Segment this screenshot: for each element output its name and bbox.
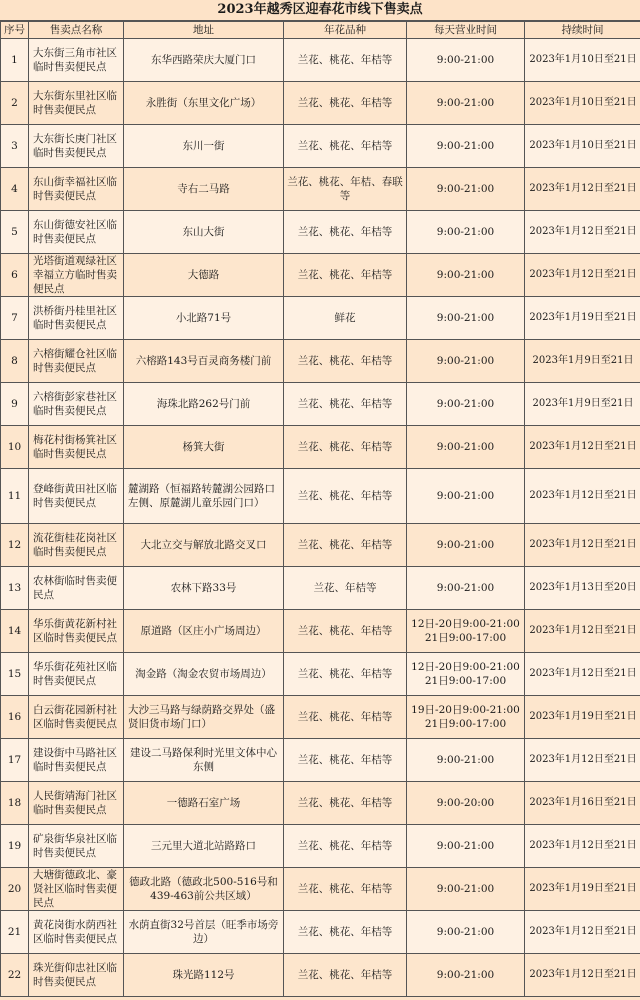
cell-hours (407, 383, 525, 426)
cell-no: 4 (1, 168, 29, 211)
cell-variety: 兰花、桃花、年桔等 (284, 739, 407, 782)
cell-address: 六榕路143号百灵商务楼门前 (124, 340, 284, 383)
cell-address: 寺右二马路 (124, 168, 284, 211)
hours-line: 21日9:00-17:00 (424, 675, 507, 687)
cell-no: 20 (1, 868, 29, 911)
cell-hours (407, 125, 525, 168)
cell-no: 18 (1, 782, 29, 825)
cell-name: 六榕街耀仓社区临时售卖便民点 (29, 340, 124, 383)
cell-variety: 兰花、桃花、年桔等 (284, 383, 407, 426)
cell-variety: 兰花、桃花、年桔等 (284, 125, 407, 168)
table-row (1, 954, 640, 997)
cell-no: 19 (1, 825, 29, 868)
cell-address: 东山大街 (124, 211, 284, 254)
header-variety: 年花品种 (284, 22, 407, 39)
cell-hours (407, 868, 525, 911)
cell-hours (407, 82, 525, 125)
hours-line: 9:00-21:00 (436, 312, 495, 324)
cell-no: 8 (1, 340, 29, 383)
cell-variety: 兰花、桃花、年桔等 (284, 39, 407, 82)
header-name: 售卖点名称 (29, 22, 124, 39)
table-row (1, 469, 640, 524)
hours-line: 9:00-21:00 (436, 840, 495, 852)
table-row (1, 383, 640, 426)
cell-hours (407, 567, 525, 610)
hours-line: 9:00-21:00 (436, 490, 495, 502)
cell-name: 黄花岗街水荫西社区临时售卖便民点 (29, 911, 124, 954)
header-hours: 每天营业时间 (407, 22, 525, 39)
cell-hours (407, 739, 525, 782)
cell-duration: 2023年1月19日至21日 (525, 868, 640, 911)
cell-name: 农林街临时售卖便民点 (29, 567, 124, 610)
cell-hours (407, 426, 525, 469)
cell-variety: 兰花、桃花、年桔等 (284, 469, 407, 524)
cell-hours (407, 168, 525, 211)
cell-no: 5 (1, 211, 29, 254)
cell-name: 华乐街黄花新村社区临时售卖便民点 (29, 610, 124, 653)
cell-address: 麓湖路（恒福路转麓湖公园路口左侧、原麓湖儿童乐园门口） (124, 469, 284, 524)
cell-hours (407, 469, 525, 524)
cell-no: 21 (1, 911, 29, 954)
cell-name: 大东街三角市社区临时售卖便民点 (29, 39, 124, 82)
cell-duration: 2023年1月16日至21日 (525, 782, 640, 825)
cell-variety: 兰花、桃花、年桔等 (284, 696, 407, 739)
cell-no: 1 (1, 39, 29, 82)
cell-name: 流花街桂花岗社区临时售卖便民点 (29, 524, 124, 567)
table-row (1, 610, 640, 653)
hours-line: 9:00-21:00 (436, 926, 495, 938)
cell-no: 12 (1, 524, 29, 567)
cell-variety: 鲜花 (284, 297, 407, 340)
header-address: 地址 (124, 22, 284, 39)
cell-duration: 2023年1月12日至21日 (525, 524, 640, 567)
cell-name: 白云街花园新村社区临时售卖便民点 (29, 696, 124, 739)
cell-address: 东川一街 (124, 125, 284, 168)
cell-no: 3 (1, 125, 29, 168)
cell-address: 小北路71号 (124, 297, 284, 340)
cell-duration: 2023年1月12日至21日 (525, 911, 640, 954)
cell-no: 10 (1, 426, 29, 469)
cell-address: 大北立交与解放北路交叉口 (124, 524, 284, 567)
cell-duration: 2023年1月12日至21日 (525, 168, 640, 211)
hours-line: 9:00-21:00 (436, 355, 495, 367)
cell-address: 三元里大道北站路路口 (124, 825, 284, 868)
cell-duration: 2023年1月9日至21日 (525, 383, 640, 426)
cell-name: 洪桥街丹桂里社区临时售卖便民点 (29, 297, 124, 340)
cell-hours (407, 954, 525, 997)
cell-hours (407, 211, 525, 254)
table-row (1, 739, 640, 782)
hours-line: 21日9:00-17:00 (424, 718, 507, 730)
cell-name: 光塔街道观绿社区幸福立方临时售卖便民点 (29, 254, 124, 297)
table-row (1, 567, 640, 610)
table-row (1, 39, 640, 82)
hours-line: 9:00-21:00 (436, 183, 495, 195)
table-row (1, 125, 640, 168)
cell-variety: 兰花、桃花、年桔等 (284, 524, 407, 567)
hours-line: 9:00-21:00 (436, 754, 495, 766)
cell-address: 杨箕大街 (124, 426, 284, 469)
cell-variety: 兰花、桃花、年桔等 (284, 254, 407, 297)
cell-hours (407, 653, 525, 696)
hours-line: 9:00-21:00 (436, 539, 495, 551)
cell-no: 15 (1, 653, 29, 696)
cell-variety: 兰花、年桔等 (284, 567, 407, 610)
cell-address: 一德路石室广场 (124, 782, 284, 825)
hours-line: 9:00-21:00 (436, 97, 495, 109)
cell-no: 11 (1, 469, 29, 524)
hours-line: 9:00-21:00 (436, 54, 495, 66)
hours-line: 9:00-21:00 (436, 969, 495, 981)
cell-address: 德政北路（德政北500-516号和439-463前公共区域） (124, 868, 284, 911)
table-row (1, 911, 640, 954)
cell-duration: 2023年1月10日至21日 (525, 39, 640, 82)
cell-name: 大东街长庚门社区临时售卖便民点 (29, 125, 124, 168)
cell-name: 大东街东里社区临时售卖便民点 (29, 82, 124, 125)
cell-duration: 2023年1月12日至21日 (525, 469, 640, 524)
table-row (1, 426, 640, 469)
table-row (1, 297, 640, 340)
hours-line: 9:00-20:00 (436, 797, 495, 809)
hours-line: 9:00-21:00 (436, 441, 495, 453)
table-row (1, 868, 640, 911)
cell-address: 水荫直街32号首层（旺季市场旁边） (124, 911, 284, 954)
cell-variety: 兰花、桃花、年桔等 (284, 782, 407, 825)
cell-name: 珠光街仰忠社区临时售卖便民点 (29, 954, 124, 997)
cell-name: 华乐街花苑社区临时售卖便民点 (29, 653, 124, 696)
cell-duration: 2023年1月12日至21日 (525, 653, 640, 696)
cell-no: 16 (1, 696, 29, 739)
hours-line: 9:00-21:00 (436, 269, 495, 281)
header-no: 序号 (1, 22, 29, 39)
cell-variety: 兰花、桃花、年桔等 (284, 340, 407, 383)
table-row (1, 653, 640, 696)
cell-hours (407, 340, 525, 383)
cell-variety: 兰花、桃花、年桔、春联等 (284, 168, 407, 211)
hours-line: 9:00-21:00 (436, 883, 495, 895)
cell-no: 7 (1, 297, 29, 340)
cell-duration: 2023年1月19日至21日 (525, 297, 640, 340)
table-row (1, 211, 640, 254)
cell-address: 珠光路112号 (124, 954, 284, 997)
cell-hours (407, 524, 525, 567)
hours-line: 12日-20日9:00-21:00 (411, 618, 520, 630)
cell-hours (407, 610, 525, 653)
cell-duration: 2023年1月10日至21日 (525, 82, 640, 125)
cell-name: 登峰街黄田社区临时售卖便民点 (29, 469, 124, 524)
cell-variety: 兰花、桃花、年桔等 (284, 211, 407, 254)
table-row (1, 340, 640, 383)
cell-variety: 兰花、桃花、年桔等 (284, 82, 407, 125)
cell-name: 东山街幸福社区临时售卖便民点 (29, 168, 124, 211)
cell-duration: 2023年1月10日至21日 (525, 125, 640, 168)
cell-duration: 2023年1月12日至21日 (525, 610, 640, 653)
cell-hours (407, 911, 525, 954)
table-row (1, 782, 640, 825)
cell-duration: 2023年1月12日至21日 (525, 739, 640, 782)
cell-duration: 2023年1月12日至21日 (525, 954, 640, 997)
cell-duration: 2023年1月19日至21日 (525, 696, 640, 739)
table-row (1, 524, 640, 567)
cell-duration: 2023年1月12日至21日 (525, 211, 640, 254)
cell-address: 建设二马路保利时光里文体中心东侧 (124, 739, 284, 782)
cell-variety: 兰花、桃花、年桔等 (284, 610, 407, 653)
cell-duration: 2023年1月12日至21日 (525, 426, 640, 469)
table-row (1, 168, 640, 211)
table-row (1, 825, 640, 868)
header-duration: 持续时间 (525, 22, 640, 39)
cell-name: 梅花村街杨箕社区临时售卖便民点 (29, 426, 124, 469)
cell-address: 东华西路荣庆大厦门口 (124, 39, 284, 82)
cell-name: 东山街德安社区临时售卖便民点 (29, 211, 124, 254)
cell-no: 6 (1, 254, 29, 297)
cell-name: 人民街靖海门社区临时售卖便民点 (29, 782, 124, 825)
table-row (1, 82, 640, 125)
table-row (1, 696, 640, 739)
cell-duration: 2023年1月12日至21日 (525, 825, 640, 868)
cell-hours (407, 254, 525, 297)
cell-no: 9 (1, 383, 29, 426)
sheet-title: 2023年越秀区迎春花市线下售卖点 (0, 0, 640, 21)
cell-address: 大德路 (124, 254, 284, 297)
cell-hours (407, 696, 525, 739)
cell-address: 农林下路33号 (124, 567, 284, 610)
cell-duration: 2023年1月9日至21日 (525, 340, 640, 383)
header-row (1, 22, 640, 39)
cell-name: 大塘街德政北、豪贤社区临时售卖便民点 (29, 868, 124, 911)
cell-name: 建设街中马路社区临时售卖便民点 (29, 739, 124, 782)
hours-line: 19日-20日9:00-21:00 (411, 704, 520, 716)
cell-variety: 兰花、桃花、年桔等 (284, 911, 407, 954)
cell-variety: 兰花、桃花、年桔等 (284, 868, 407, 911)
cell-variety: 兰花、桃花、年桔等 (284, 825, 407, 868)
hours-line: 12日-20日9:00-21:00 (411, 661, 520, 673)
cell-variety: 兰花、桃花、年桔等 (284, 954, 407, 997)
cell-duration: 2023年1月13日至20日 (525, 567, 640, 610)
cell-address: 海珠北路262号门前 (124, 383, 284, 426)
hours-line: 9:00-21:00 (436, 582, 495, 594)
cell-no: 2 (1, 82, 29, 125)
table-body (1, 39, 640, 997)
cell-variety: 兰花、桃花、年桔等 (284, 653, 407, 696)
hours-line: 9:00-21:00 (436, 398, 495, 410)
cell-no: 14 (1, 610, 29, 653)
hours-line: 9:00-21:00 (436, 140, 495, 152)
cell-no: 22 (1, 954, 29, 997)
hours-line: 9:00-21:00 (436, 226, 495, 238)
cell-address: 永胜街（东里文化广场） (124, 82, 284, 125)
cell-duration: 2023年1月12日至21日 (525, 254, 640, 297)
cell-name: 矿泉街华泉社区临时售卖便民点 (29, 825, 124, 868)
cell-hours (407, 297, 525, 340)
cell-hours (407, 782, 525, 825)
hours-line: 21日9:00-17:00 (424, 632, 507, 644)
cell-address: 大沙三马路与绿荫路交界处（盛贤旧货市场门口） (124, 696, 284, 739)
cell-address: 原道路（区庄小广场周边） (124, 610, 284, 653)
sales-points-table (0, 21, 640, 997)
cell-hours (407, 825, 525, 868)
cell-name: 六榕街彭家巷社区临时售卖便民点 (29, 383, 124, 426)
cell-no: 13 (1, 567, 29, 610)
cell-address: 淘金路（淘金农贸市场周边） (124, 653, 284, 696)
cell-hours (407, 39, 525, 82)
cell-variety: 兰花、桃花、年桔等 (284, 426, 407, 469)
table-row (1, 254, 640, 297)
cell-no: 17 (1, 739, 29, 782)
